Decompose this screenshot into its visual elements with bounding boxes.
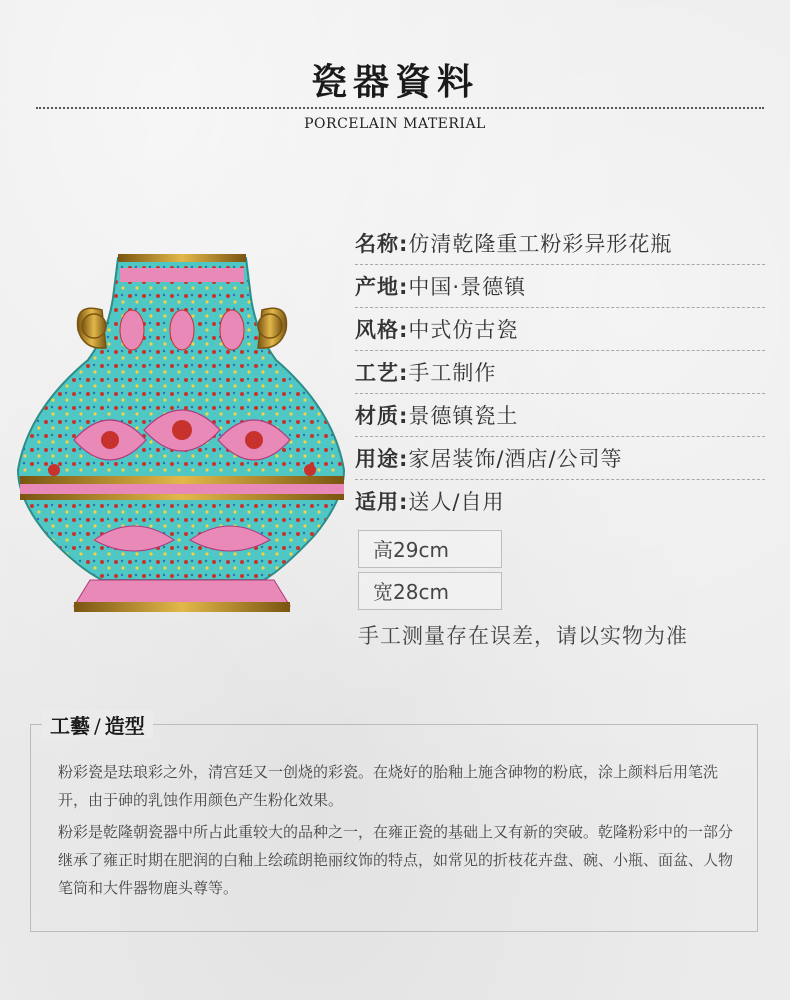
craft-heading [42, 710, 153, 739]
spec-value: 仿清乾隆重工粉彩异形花瓶 [408, 232, 673, 256]
spec-key: 风格: [355, 318, 409, 342]
measurement-note: 手工测量存在误差，请以实物为准 [358, 624, 688, 648]
page-title: 瓷器資料 [310, 61, 479, 103]
spec-row-material [355, 394, 765, 437]
spec-row-usage [355, 437, 765, 480]
spec-value: 中国·景德镇 [408, 275, 527, 299]
craft-paragraph-1: 粉彩瓷是珐琅彩之外，清宫廷又一创烧的彩瓷。在烧好的胎釉上施含砷物的粉底，涂上颜料后用笔洗开，由于砷的乳蚀作用颜色产生粉化效果。 [58, 763, 719, 809]
title-divider [36, 107, 764, 109]
craft-paragraph-2: 粉彩是乾隆朝瓷器中所占此重较大的品种之一，在雍正瓷的基础上又有新的突破。乾隆粉彩中的一部分继承了雍正时期在肥润的白釉上绘疏朗艳丽纹饰的特点，如常见的折枝花卉盘、碗、小瓶、面盆、人物笔筒和大件器物鹿头尊等。 [58, 823, 734, 897]
spec-value: 中式仿古瓷 [408, 318, 519, 342]
spec-row-name [355, 222, 765, 265]
spec-key: 产地: [355, 275, 409, 299]
spec-value: 景德镇瓷土 [408, 404, 519, 428]
spec-value: 家居装饰/酒店/公司等 [408, 447, 623, 471]
spec-key: 工艺: [355, 361, 409, 385]
height-box: 高29cm [358, 530, 502, 568]
spec-key: 用途: [355, 447, 409, 471]
spec-key: 名称: [355, 232, 409, 256]
spec-row-style [355, 308, 765, 351]
page-subtitle: PORCELAIN MATERIAL [304, 116, 486, 132]
spec-row-suitable [355, 480, 765, 522]
spec-row-origin [355, 265, 765, 308]
spec-list [355, 222, 765, 522]
spec-key: 材质: [355, 404, 409, 428]
spec-row-craft [355, 351, 765, 394]
width-box: 宽28cm [358, 572, 502, 610]
craft-heading-part1: 工藝 [50, 714, 90, 738]
craft-heading-part2: 造型 [104, 714, 145, 738]
spec-key: 适用: [355, 490, 409, 514]
vase-image [14, 250, 350, 622]
craft-heading-separator: / [94, 714, 101, 738]
spec-value: 手工制作 [408, 361, 497, 385]
spec-value: 送人/自用 [408, 490, 505, 514]
